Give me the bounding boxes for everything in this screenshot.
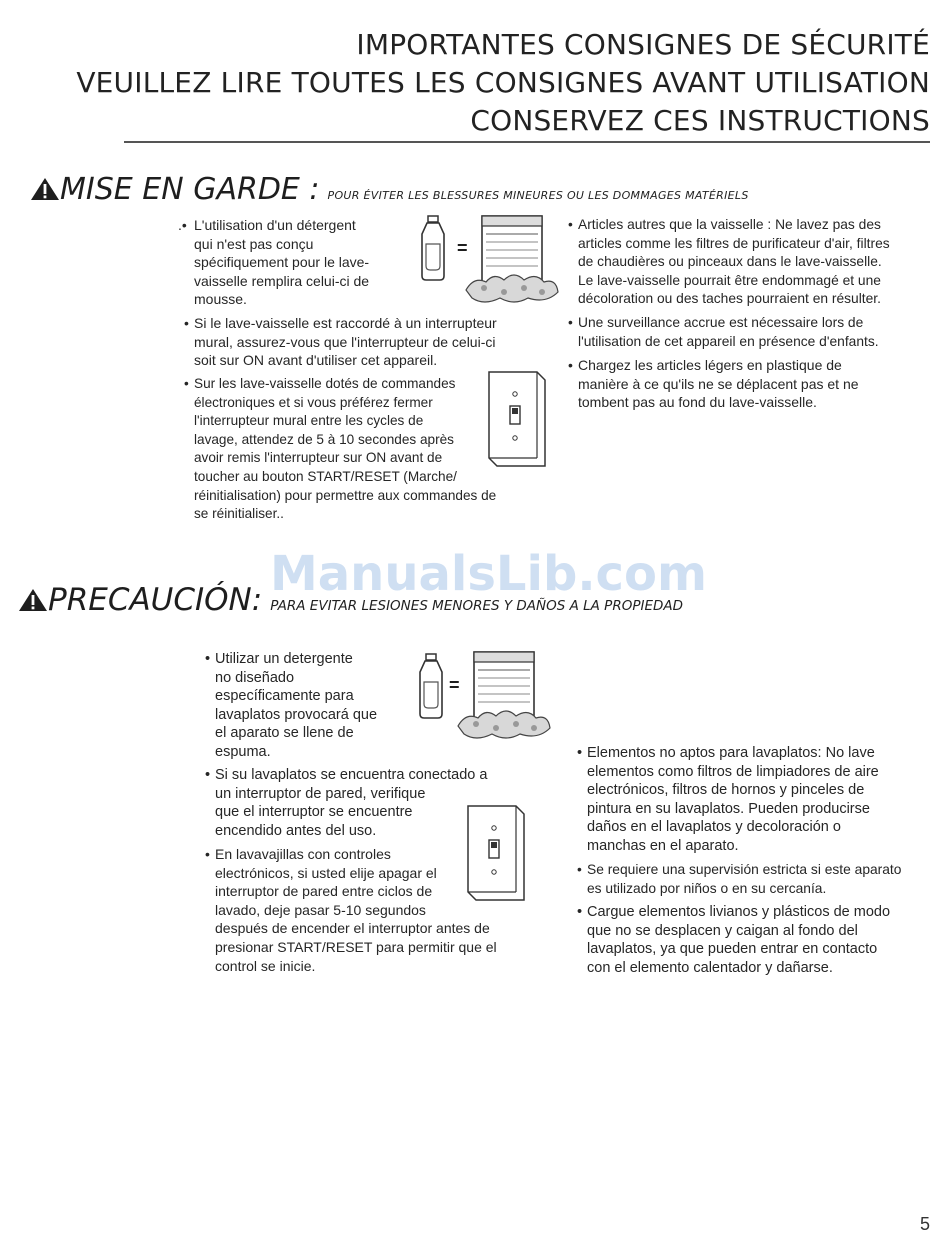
header-line-1: IMPORTANTES CONSIGNES DE SÉCURITÉ <box>356 28 930 61</box>
es-left-item-2: • Si su lavaplatos se encuentra conectado a un interruptor de pared, verifique que el interruptor se encuentre encendido antes del uso. <box>205 767 488 839</box>
fr-left-item-2: • Si le lave-vaisselle est raccordé à un interrupteur mural, assurez-vous que l'interrupteur de celui-ci soit sur ON avant d'utiliser cet appareil. <box>184 315 497 369</box>
foaming-dishwasher-icon <box>464 212 560 308</box>
detergent-bottle-icon <box>414 214 454 282</box>
equals-sign: = <box>457 238 468 258</box>
fr-warning-subtitle: POUR ÉVITER LES BLESSURES MINEURES OU LES DOMMAGES MATÉRIELS <box>327 189 749 202</box>
es-warning-title: PRECAUCIÓN: <box>48 582 263 618</box>
fr-right-item-1: • Articles autres que la vaisselle : Ne lavez pas des articles comme les filtres de purificateur d'air, filtres de chaudières ou pinceaux dans le lave-vaisselle. Le lave-vaisselle pourrait être endommagé et une décoloration ou des taches pourraient en résulter. <box>568 217 890 307</box>
equals-sign: = <box>449 675 460 695</box>
fr-warning-heading <box>30 172 749 207</box>
es-left-item-1: • Utilizar un detergente no diseñado específicamente para lavaplatos provocará que el aparato se llene de espuma. <box>205 651 378 760</box>
header-rule <box>124 141 930 143</box>
watermark: ManualsLib.com <box>270 546 707 602</box>
fr-right-item-2: • Une surveillance accrue est nécessaire lors de l'utilisation de cet appareil en présence d'enfants. <box>568 315 879 349</box>
foaming-dishwasher-icon <box>456 648 552 744</box>
es-right-item-2: • Se requiere una supervisión estricta si este aparato es utilizado por niños o en su cercanía. <box>577 862 902 896</box>
es-right-item-3: • Cargue elementos livianos y plásticos de modo que no se desplacen y caigan al fondo del lavaplatos, ya que pueden entrar en contacto con el elemento calentador y dañarse. <box>577 904 891 976</box>
es-warning-subtitle: PARA EVITAR LESIONES MENORES Y DAÑOS A LA PROPIEDAD <box>270 598 683 614</box>
wall-switch-icon <box>487 370 547 468</box>
es-left-item-3: • En lavavajillas con controles electrónicos, si usted elije apagar el interruptor de pared entre ciclos de lavado, deje pasar 5-10 segundos después de encender el interruptor antes de presionar START/RESET para permitir que el control se inicie. <box>205 846 497 974</box>
safety-header <box>76 26 930 140</box>
es-right-item-1: • Elementos no aptos para lavaplatos: No lave elementos como filtros de limpiadores de aire electrónicos, filtros de hornos y pinceles de pintura en su lavaplatos. Pueden producirse daños en el lavaplatos y decoloración o manchas en el aparato. <box>577 745 879 854</box>
fr-right-item-3: • Chargez les articles légers en plastique de manière à ce qu'ils ne se déplacent pas et ne tombent pas au fond du lave-vaisselle. <box>568 357 859 411</box>
es-warning-heading <box>18 582 683 618</box>
detergent-bottle-icon <box>412 652 452 720</box>
warning-triangle-icon <box>30 177 60 201</box>
warning-triangle-icon <box>18 588 48 612</box>
page-number: 5 <box>920 1214 931 1234</box>
fr-left-item-3: • Sur les lave-vaisselle dotés de commandes électroniques et si vous préférez fermer l'interrupteur mural entre les cycles de lavage, attendez de 5 à 10 secondes après avoir remis l'interrupteur sur ON avant de toucher au bouton START/RESET (Marche/ réinitialisation) pour permettre aux commandes de se réinitialiser.. <box>184 376 497 522</box>
wall-switch-icon <box>466 804 526 902</box>
header-line-2: VEUILLEZ LIRE TOUTES LES CONSIGNES AVANT UTILISATION <box>76 66 930 99</box>
header-line-3: CONSERVEZ CES INSTRUCTIONS <box>470 104 930 137</box>
fr-warning-title: MISE EN GARDE : <box>60 172 320 207</box>
fr-left-item-1: .• L'utilisation d'un détergent qui n'est pas conçu spécifiquement pour le lave- vaisselle remplira celui-ci de mousse. <box>178 217 370 308</box>
